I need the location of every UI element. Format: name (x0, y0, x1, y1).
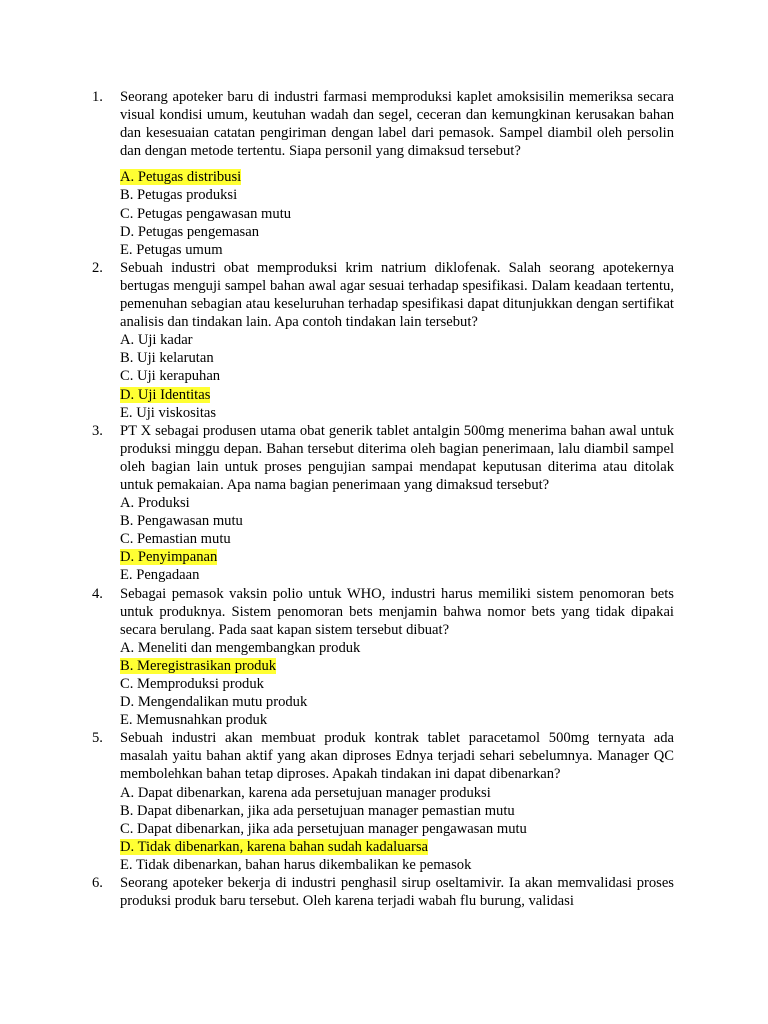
answer-option-label: B. Uji kelarutan (120, 350, 214, 367)
answer-option-highlighted (120, 386, 674, 404)
question-list (92, 88, 674, 910)
answer-option (120, 693, 674, 711)
answer-option (120, 205, 674, 223)
answer-option-label: E. Tidak dibenarkan, bahan harus dikembalikan ke pemasok (120, 856, 472, 873)
question-4 (92, 585, 674, 730)
question-number: 3. (92, 422, 103, 439)
question-text: Sebagai pemasok vaksin polio untuk WHO, industri harus memiliki sistem penomoran bets untuk produknya. Sistem penomoran bets menjamin bahwa nomor bets yang tidak dipakai secara berulang. Pada saat kapan sistem tersebut dibuat? (120, 585, 674, 638)
answer-option-label: C. Dapat dibenarkan, jika ada persetujuan manager pengawasan mutu (120, 820, 527, 837)
answer-option-label: E. Petugas umum (120, 241, 223, 258)
answer-option-label: A. Meneliti dan mengembangkan produk (120, 639, 361, 656)
answer-option-highlighted (120, 657, 674, 675)
answer-option (120, 802, 674, 820)
answer-option-label: B. Dapat dibenarkan, jika ada persetujuan manager pemastian mutu (120, 802, 515, 819)
spacer (120, 160, 674, 168)
answer-option (120, 530, 674, 548)
answer-option-highlighted (120, 168, 674, 186)
answer-option-label: A. Produksi (120, 495, 190, 512)
answer-option (120, 349, 674, 367)
answer-option-label: D. Petugas pengemasan (120, 223, 260, 240)
question-text: Seorang apoteker baru di industri farmasi memproduksi kaplet amoksisilin memeriksa secara visual kondisi umum, keutuhan wadah dan segel, ceceran dan kemungkinan kerusakan bahan dan kesesuaian catatan pengiriman dengan label dari pemasok. Sampel diambil oleh persolin dan dengan metode tertentu. Siapa personil yang dimaksud tersebut? (120, 89, 674, 160)
answer-option (120, 367, 674, 385)
answer-option (120, 639, 674, 657)
question-number: 1. (92, 89, 103, 105)
answer-option-label: E. Uji viskositas (120, 404, 217, 421)
answer-option-label: E. Memusnahkan produk (120, 712, 268, 729)
question-number: 4. (92, 585, 103, 602)
answer-option-label: D. Tidak dibenarkan, karena bahan sudah kadaluarsa (120, 838, 428, 855)
answer-option (120, 711, 674, 729)
question-1 (92, 88, 674, 259)
answer-option-label: D. Penyimpanan (120, 549, 218, 566)
answer-option-label: C. Uji kerapuhan (120, 368, 221, 385)
answer-option-label: A. Petugas distribusi (120, 169, 242, 186)
answer-option (120, 223, 674, 241)
answer-option (120, 241, 674, 259)
answer-option (120, 856, 674, 874)
answer-option-label: B. Meregistrasikan produk (120, 657, 277, 674)
answer-option-label: D. Uji Identitas (120, 386, 211, 403)
answer-option-label: A. Uji kadar (120, 332, 193, 349)
answer-option-label: C. Memproduksi produk (120, 676, 264, 692)
answer-option-label: A. Dapat dibenarkan, karena ada persetujuan manager produksi (120, 784, 491, 801)
answer-option (120, 675, 674, 693)
answer-option (120, 404, 674, 422)
question-text: PT X sebagai produsen utama obat generik tablet antalgin 500mg menerima bahan awal untuk produksi minggu depan. Bahan tersebut diterima oleh bagian penerimaan, lalu diambil sampel oleh bagian lain untuk proses pengujian sampai mendapat keputusan diterima atau ditolak untuk pemakaian. Apa nama bagian penerimaan yang dimaksud tersebut? (120, 422, 674, 493)
answer-option (120, 784, 674, 802)
answer-option (120, 494, 674, 512)
answer-option (120, 186, 674, 204)
answer-option-label: B. Petugas produksi (120, 187, 238, 204)
question-text: Sebuah industri obat memproduksi krim natrium diklofenak. Salah seorang apotekernya bertugas menguji sampel bahan awal agar sesuai terhadap spesifikasi. Dalam keadaan tertentu, pemenuhan sebagian atau keseluruhan terhadap spesifikasi dapat ditunjukkan dengan sertifikat analisis dan tindakan lain. Apa contoh tindakan lain tersebut? (120, 259, 674, 331)
question-number: 5. (92, 730, 103, 747)
answer-option (120, 820, 674, 838)
answer-option-highlighted (120, 548, 674, 566)
answer-option-highlighted (120, 838, 674, 856)
question-text: Sebuah industri akan membuat produk kontrak tablet paracetamol 500mg ternyata ada masalah yaitu bahan aktif yang akan diproses Ednya terjadi sehari sebelumnya. Manager QC membolehkan bahan tetap diproses. Apakah tindakan ini dapat dibenarkan? (120, 730, 674, 783)
answer-option (120, 331, 674, 349)
answer-option (120, 566, 674, 584)
answer-option-label: D. Mengendalikan mutu produk (120, 694, 308, 711)
answer-option-label: C. Pemastian mutu (120, 531, 231, 548)
question-3 (92, 422, 674, 585)
question-text: Seorang apoteker bekerja di industri penghasil sirup oseltamivir. Ia akan memvalidasi proses produksi produk baru tersebut. Oleh karena terjadi wabah flu burung, validasi (120, 875, 674, 910)
answer-option-label: E. Pengadaan (120, 567, 200, 584)
question-2 (92, 259, 674, 422)
answer-option (120, 512, 674, 530)
question-5 (92, 729, 674, 874)
answer-option-label: C. Petugas pengawasan mutu (120, 205, 292, 222)
question-number: 6. (92, 875, 103, 892)
question-6 (92, 874, 674, 910)
question-number: 2. (92, 259, 103, 276)
answer-option-label: B. Pengawasan mutu (120, 513, 243, 530)
